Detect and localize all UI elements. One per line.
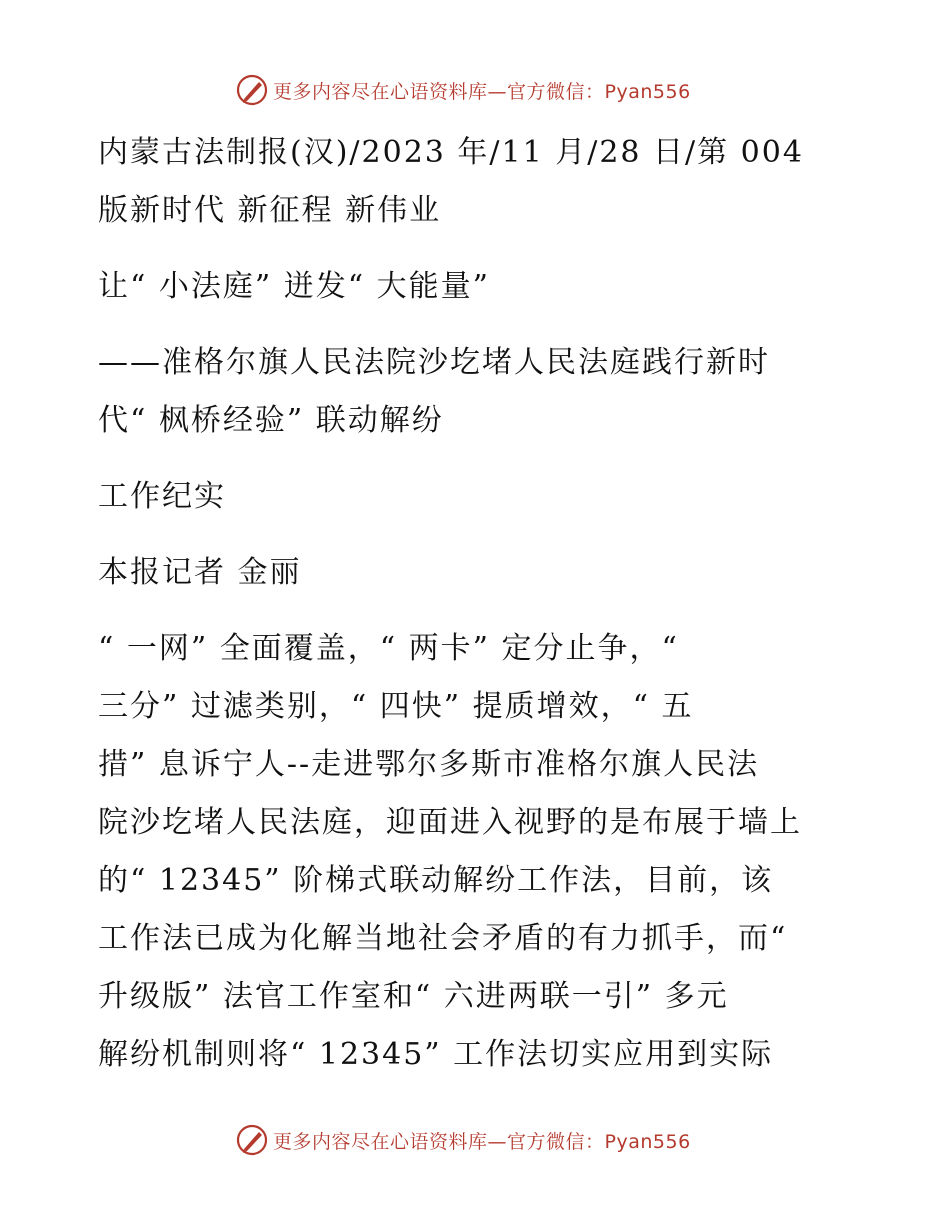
body-line: 解纷机制则将“ 12345” 工作法切实应用到实际 bbox=[98, 1037, 774, 1072]
body-line: 三分” 过滤类别，“ 四快” 提质增效，“ 五 bbox=[98, 689, 694, 724]
subtitle-line: 代“ 枫桥经验” 联动解纷 bbox=[98, 403, 444, 438]
body-line: 工作法已成为化解当地社会矛盾的有力抓手，而“ bbox=[98, 921, 788, 956]
body-line: 的“ 12345” 阶梯式联动解纷工作法，目前，该 bbox=[98, 863, 774, 898]
watermark-banner-bottom bbox=[235, 1122, 691, 1158]
body-line: “ 一网” 全面覆盖，“ 两卡” 定分止争，“ bbox=[98, 631, 679, 666]
document-body bbox=[98, 124, 858, 1084]
body-line: 升级版” 法官工作室和“ 六进两联一引” 多元 bbox=[98, 979, 729, 1014]
headline: 让“ 小法庭” 迸发“ 大能量” bbox=[98, 269, 490, 304]
source-line: 版新时代 新征程 新伟业 bbox=[98, 193, 442, 228]
subtitle-line: ——准格尔旗人民法院沙圪堵人民法庭践行新时 bbox=[98, 345, 770, 380]
source-line: 内蒙古法制报(汉)/2023 年/11 月/28 日/第 004 bbox=[98, 135, 804, 170]
subtitle-line: 工作纪实 bbox=[98, 479, 226, 514]
byline: 本报记者 金丽 bbox=[98, 555, 302, 590]
body-line: 措” 息诉宁人--走进鄂尔多斯市准格尔旗人民法 bbox=[98, 747, 760, 782]
watermark-text: 更多内容尽在心语资料库—官方微信：Pyan556 bbox=[273, 80, 691, 103]
body-line: 院沙圪堵人民法庭，迎面进入视野的是布展于墙上 bbox=[98, 805, 802, 840]
watermark-text: 更多内容尽在心语资料库—官方微信：Pyan556 bbox=[273, 1130, 691, 1153]
pen-quill-circle-icon bbox=[235, 73, 269, 107]
pen-quill-circle-icon bbox=[235, 1123, 269, 1157]
watermark-banner-top bbox=[235, 72, 691, 108]
